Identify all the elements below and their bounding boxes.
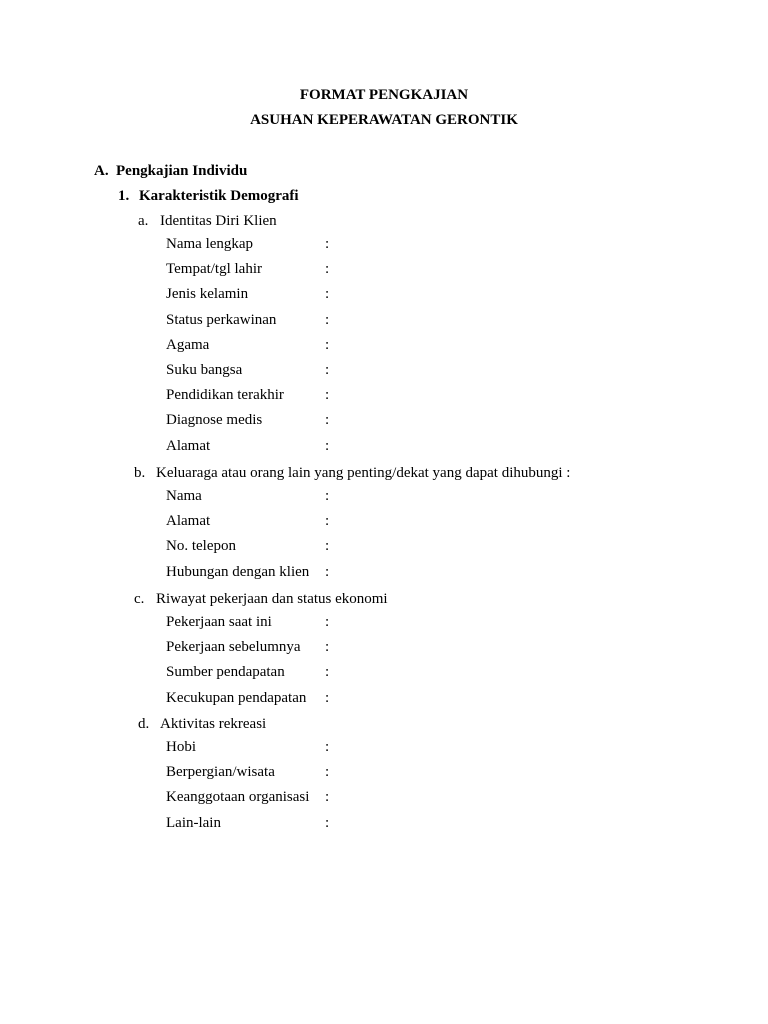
field-label: Diagnose medis <box>166 412 263 429</box>
field-colon: : <box>325 563 330 580</box>
group-heading <box>134 591 388 608</box>
field-label: Alamat <box>166 513 211 530</box>
field-colon: : <box>325 689 330 706</box>
document-subtitle: ASUHAN KEPERAWATAN GERONTIK <box>250 112 518 128</box>
field-label: Status perkawinan <box>166 311 277 328</box>
form-field-row <box>166 762 329 782</box>
field-colon: : <box>325 437 330 454</box>
field-label: No. telepon <box>166 538 236 555</box>
field-colon: : <box>325 789 330 806</box>
form-field-row <box>166 310 329 330</box>
field-label: Pekerjaan saat ini <box>166 614 272 630</box>
form-field-row <box>166 637 329 657</box>
field-label: Jenis kelamin <box>166 286 249 303</box>
field-label: Alamat <box>166 437 211 454</box>
field-colon: : <box>325 387 330 404</box>
field-label: Suku bangsa <box>166 362 243 378</box>
form-field-row <box>166 688 329 708</box>
field-label: Nama lengkap <box>166 236 254 252</box>
field-colon: : <box>325 412 330 429</box>
field-colon: : <box>325 664 330 681</box>
form-field-row <box>166 284 329 304</box>
field-colon: : <box>325 538 330 555</box>
form-field-row <box>166 813 329 833</box>
group-label: Riwayat pekerjaan dan status ekonomi <box>156 591 388 607</box>
group-heading <box>138 213 277 230</box>
field-colon: : <box>325 261 330 278</box>
field-label: Lain-lain <box>166 814 221 831</box>
field-colon: : <box>325 513 330 530</box>
field-label: Agama <box>166 336 210 353</box>
field-colon: : <box>325 286 330 303</box>
form-field-row <box>166 737 329 757</box>
field-colon: : <box>325 336 330 353</box>
group-heading <box>134 465 570 482</box>
form-field-row <box>166 436 329 456</box>
field-label: Hobi <box>166 739 196 755</box>
section-marker: A. <box>94 163 109 179</box>
group-marker: b. <box>134 465 146 481</box>
form-field-row <box>166 259 329 279</box>
group-marker: d. <box>138 716 150 732</box>
form-field-row <box>166 511 329 531</box>
form-field-row <box>166 662 329 682</box>
field-colon: : <box>325 739 330 755</box>
field-label: Sumber pendapatan <box>166 664 285 681</box>
field-colon: : <box>325 362 330 378</box>
field-colon: : <box>325 488 330 504</box>
field-colon: : <box>325 814 330 831</box>
form-field-row <box>166 536 329 556</box>
subsection-heading <box>118 188 299 205</box>
form-field-row <box>166 612 329 632</box>
form-field-row <box>166 360 329 380</box>
form-field-row <box>166 787 329 807</box>
field-label: Nama <box>166 488 202 504</box>
field-label: Berpergian/wisata <box>166 764 275 781</box>
group-label: Keluaraga atau orang lain yang penting/dekat yang dapat dihubungi : <box>156 465 571 481</box>
group-label: Identitas Diri Klien <box>160 213 277 229</box>
form-field-row <box>166 385 329 405</box>
field-colon: : <box>325 614 330 630</box>
form-field-row <box>166 335 329 355</box>
subsection-marker: 1. <box>118 188 130 204</box>
document-title: FORMAT PENGKAJIAN <box>299 87 469 103</box>
form-field-row <box>166 486 329 506</box>
field-colon: : <box>325 311 330 328</box>
form-field-row <box>166 562 329 582</box>
form-field-row <box>166 234 329 254</box>
field-colon: : <box>325 764 330 781</box>
field-label: Tempat/tgl lahir <box>166 261 263 278</box>
form-field-row <box>166 410 329 430</box>
field-colon: : <box>325 639 330 656</box>
field-label: Hubungan dengan klien <box>166 563 310 580</box>
group-label: Aktivitas rekreasi <box>160 716 267 732</box>
group-marker: a. <box>138 213 149 229</box>
subsection-label: Karakteristik Demografi <box>139 188 299 204</box>
group-marker: c. <box>134 591 145 607</box>
field-colon: : <box>325 236 330 252</box>
field-label: Kecukupan pendapatan <box>166 689 307 706</box>
field-label: Pendidikan terakhir <box>166 387 284 404</box>
field-label: Keanggotaan organisasi <box>166 789 310 806</box>
field-label: Pekerjaan sebelumnya <box>166 639 301 656</box>
group-heading <box>138 716 266 733</box>
section-label: Pengkajian Individu <box>116 163 248 179</box>
section-heading <box>94 163 247 180</box>
